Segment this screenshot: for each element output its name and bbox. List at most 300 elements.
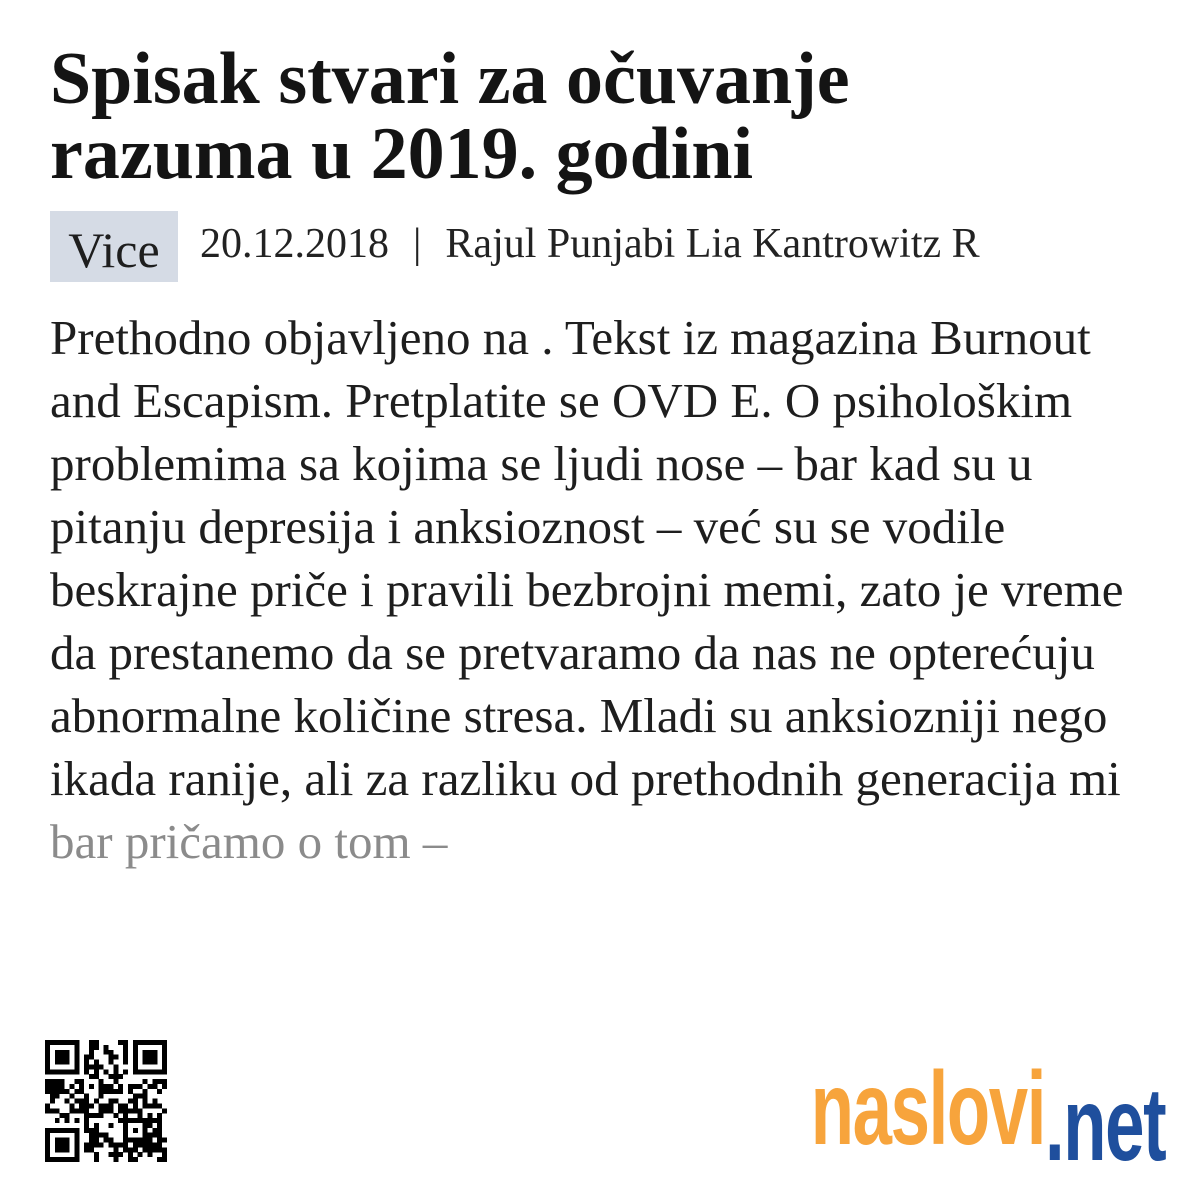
qr-module	[79, 1108, 84, 1113]
qr-module	[108, 1055, 113, 1060]
qr-module	[89, 1138, 94, 1143]
qr-module	[74, 1147, 79, 1152]
qr-module	[65, 1040, 70, 1045]
qr-module	[157, 1157, 162, 1162]
qr-module	[50, 1084, 55, 1089]
qr-module	[108, 1142, 113, 1147]
qr-module	[94, 1040, 99, 1045]
qr-module	[99, 1108, 104, 1113]
logo-wordmark-secondary: .net	[1044, 1067, 1165, 1183]
qr-module	[118, 1118, 123, 1123]
qr-module	[45, 1128, 50, 1133]
qr-module	[133, 1128, 138, 1133]
qr-module	[162, 1079, 167, 1084]
qr-module	[45, 1157, 50, 1162]
qr-module	[50, 1079, 55, 1084]
qr-module	[123, 1055, 128, 1060]
qr-module	[108, 1060, 113, 1065]
qr-module	[147, 1084, 152, 1089]
qr-module	[104, 1133, 109, 1138]
article-body-line: beskrajne priče i pravili bezbrojni memi, zato je vreme	[50, 562, 1124, 617]
qr-module	[133, 1045, 138, 1050]
qr-module	[79, 1099, 84, 1104]
qr-module	[113, 1069, 118, 1074]
qr-module	[45, 1152, 50, 1157]
qr-module	[74, 1045, 79, 1050]
qr-module	[60, 1142, 65, 1147]
qr-module	[152, 1099, 157, 1104]
qr-module	[84, 1147, 89, 1152]
qr-module	[143, 1123, 148, 1128]
qr-module	[147, 1040, 152, 1045]
qr-module	[55, 1084, 60, 1089]
qr-module	[108, 1074, 113, 1079]
qr-module	[50, 1094, 55, 1099]
qr-module	[123, 1133, 128, 1138]
qr-module	[60, 1079, 65, 1084]
qr-module	[65, 1060, 70, 1065]
qr-module	[133, 1103, 138, 1108]
qr-module	[143, 1138, 148, 1143]
qr-module	[89, 1045, 94, 1050]
qr-module	[143, 1118, 148, 1123]
qr-code-icon	[45, 1040, 167, 1162]
qr-module	[147, 1133, 152, 1138]
qr-module	[45, 1084, 50, 1089]
qr-module	[65, 1099, 70, 1104]
qr-module	[143, 1060, 148, 1065]
qr-module	[147, 1123, 152, 1128]
qr-module	[45, 1060, 50, 1065]
qr-module	[74, 1079, 79, 1084]
qr-module	[79, 1103, 84, 1108]
qr-module	[94, 1069, 99, 1074]
qr-module	[133, 1069, 138, 1074]
qr-module	[55, 1069, 60, 1074]
qr-module	[157, 1103, 162, 1108]
qr-module	[128, 1138, 133, 1143]
qr-module	[113, 1055, 118, 1060]
qr-module	[133, 1094, 138, 1099]
qr-module	[133, 1099, 138, 1104]
qr-module	[147, 1138, 152, 1143]
qr-module	[50, 1108, 55, 1113]
qr-module	[128, 1089, 133, 1094]
qr-module	[162, 1152, 167, 1157]
qr-module	[89, 1064, 94, 1069]
qr-module	[157, 1133, 162, 1138]
qr-module	[50, 1040, 55, 1045]
qr-module	[84, 1123, 89, 1128]
qr-module	[89, 1074, 94, 1079]
qr-module	[99, 1142, 104, 1147]
article-body-line: pitanju depresija i anksioznost – već su se vodile	[50, 499, 1006, 554]
article-body-line-faded: bar pričamo o tom –	[50, 814, 448, 869]
qr-module	[133, 1118, 138, 1123]
qr-module	[74, 1118, 79, 1123]
qr-module	[74, 1069, 79, 1074]
qr-module	[138, 1142, 143, 1147]
qr-module	[157, 1113, 162, 1118]
qr-module	[50, 1069, 55, 1074]
qr-module	[55, 1050, 60, 1055]
qr-module	[152, 1079, 157, 1084]
qr-module	[152, 1050, 157, 1055]
qr-module	[65, 1147, 70, 1152]
qr-module	[128, 1099, 133, 1104]
qr-module	[55, 1060, 60, 1065]
qr-module	[55, 1094, 60, 1099]
qr-module	[65, 1157, 70, 1162]
qr-module	[74, 1157, 79, 1162]
qr-module	[94, 1152, 99, 1157]
qr-module	[65, 1113, 70, 1118]
qr-module	[143, 1050, 148, 1055]
qr-module	[89, 1147, 94, 1152]
qr-module	[128, 1118, 133, 1123]
qr-module	[60, 1113, 65, 1118]
qr-module	[128, 1084, 133, 1089]
qr-module	[138, 1040, 143, 1045]
qr-module	[162, 1055, 167, 1060]
qr-module	[60, 1050, 65, 1055]
qr-module	[84, 1069, 89, 1074]
qr-module	[108, 1084, 113, 1089]
qr-module	[147, 1113, 152, 1118]
article-body-line: da prestanemo da se pretvaramo da nas ne opterećuju	[50, 625, 1095, 680]
qr-module	[69, 1084, 74, 1089]
qr-module	[133, 1064, 138, 1069]
qr-module	[138, 1069, 143, 1074]
qr-module	[123, 1118, 128, 1123]
qr-module	[118, 1074, 123, 1079]
qr-module	[133, 1084, 138, 1089]
article-body-line: ikada ranije, ali za razliku od prethodnih generacija mi	[50, 751, 1121, 806]
qr-module	[84, 1103, 89, 1108]
article-meta	[50, 211, 1150, 282]
qr-module	[152, 1055, 157, 1060]
qr-module	[152, 1128, 157, 1133]
qr-module	[123, 1138, 128, 1143]
qr-module	[84, 1055, 89, 1060]
qr-module	[123, 1123, 128, 1128]
qr-module	[123, 1069, 128, 1074]
qr-module	[152, 1147, 157, 1152]
qr-module	[94, 1157, 99, 1162]
qr-module	[143, 1142, 148, 1147]
qr-module	[152, 1040, 157, 1045]
qr-module	[104, 1138, 109, 1143]
qr-module	[118, 1108, 123, 1113]
qr-module	[94, 1045, 99, 1050]
qr-module	[94, 1064, 99, 1069]
qr-module	[74, 1089, 79, 1094]
article-body-line: abnormalne količine stresa. Mladi su anksiozniji nego	[50, 688, 1108, 743]
qr-module	[113, 1113, 118, 1118]
source-badge: Vice	[50, 211, 178, 282]
qr-module	[60, 1138, 65, 1143]
qr-module	[99, 1064, 104, 1069]
qr-module	[104, 1050, 109, 1055]
qr-module	[157, 1118, 162, 1123]
qr-module	[143, 1040, 148, 1045]
qr-module	[65, 1089, 70, 1094]
qr-module	[94, 1128, 99, 1133]
qr-module	[55, 1138, 60, 1143]
qr-module	[108, 1089, 113, 1094]
qr-module	[143, 1079, 148, 1084]
qr-module	[69, 1040, 74, 1045]
qr-module	[162, 1157, 167, 1162]
article-excerpt	[50, 306, 1160, 873]
qr-module	[157, 1147, 162, 1152]
qr-module	[143, 1147, 148, 1152]
qr-module	[147, 1152, 152, 1157]
qr-module	[50, 1099, 55, 1104]
qr-module	[113, 1079, 118, 1084]
qr-module	[65, 1050, 70, 1055]
qr-module	[84, 1064, 89, 1069]
qr-module	[74, 1142, 79, 1147]
qr-module	[133, 1040, 138, 1045]
qr-module	[157, 1128, 162, 1133]
qr-module	[108, 1138, 113, 1143]
qr-module	[113, 1099, 118, 1104]
qr-module	[45, 1050, 50, 1055]
qr-module	[94, 1074, 99, 1079]
qr-module	[133, 1108, 138, 1113]
qr-module	[157, 1089, 162, 1094]
qr-module	[123, 1060, 128, 1065]
qr-module	[69, 1069, 74, 1074]
qr-module	[69, 1157, 74, 1162]
qr-module	[162, 1060, 167, 1065]
qr-module	[162, 1064, 167, 1069]
naslovi-logo	[810, 1051, 1165, 1183]
qr-module	[113, 1147, 118, 1152]
qr-module	[128, 1108, 133, 1113]
qr-module	[152, 1103, 157, 1108]
qr-module	[89, 1142, 94, 1147]
qr-module	[45, 1147, 50, 1152]
qr-module	[45, 1133, 50, 1138]
qr-module	[113, 1074, 118, 1079]
qr-module	[152, 1133, 157, 1138]
qr-module	[89, 1040, 94, 1045]
qr-module	[143, 1099, 148, 1104]
qr-module	[55, 1040, 60, 1045]
qr-module	[108, 1123, 113, 1128]
qr-module	[147, 1060, 152, 1065]
qr-module	[79, 1079, 84, 1084]
qr-module	[89, 1050, 94, 1055]
qr-module	[45, 1138, 50, 1143]
qr-module	[99, 1133, 104, 1138]
qr-module	[50, 1128, 55, 1133]
qr-module	[84, 1094, 89, 1099]
qr-module	[50, 1157, 55, 1162]
qr-module	[45, 1040, 50, 1045]
meta-separator: |	[413, 221, 422, 267]
qr-module	[60, 1040, 65, 1045]
qr-module	[162, 1108, 167, 1113]
publish-date: 20.12.2018	[200, 221, 389, 267]
qr-module	[123, 1128, 128, 1133]
meta-line	[200, 221, 980, 267]
qr-module	[99, 1079, 104, 1084]
qr-module	[89, 1055, 94, 1060]
qr-module	[147, 1069, 152, 1074]
qr-module	[99, 1113, 104, 1118]
qr-module	[74, 1152, 79, 1157]
qr-module	[84, 1099, 89, 1104]
qr-module	[104, 1103, 109, 1108]
qr-module	[74, 1050, 79, 1055]
qr-module	[45, 1089, 50, 1094]
article-title: Spisak stvari za očuvanje razuma u 2019. godini	[50, 38, 850, 195]
qr-module	[128, 1157, 133, 1162]
qr-module	[99, 1089, 104, 1094]
qr-module	[65, 1069, 70, 1074]
qr-module	[55, 1142, 60, 1147]
qr-module	[60, 1128, 65, 1133]
qr-module	[128, 1147, 133, 1152]
qr-module	[55, 1089, 60, 1094]
qr-module	[133, 1142, 138, 1147]
qr-module	[74, 1133, 79, 1138]
qr-module	[74, 1064, 79, 1069]
qr-module	[143, 1128, 148, 1133]
qr-module	[69, 1103, 74, 1108]
qr-module	[152, 1142, 157, 1147]
article-body-line: problemima sa kojima se ljudi nose – bar kad su u	[50, 436, 1033, 491]
qr-module	[45, 1079, 50, 1084]
qr-module	[65, 1128, 70, 1133]
qr-module	[157, 1142, 162, 1147]
qr-module	[94, 1113, 99, 1118]
qr-module	[94, 1133, 99, 1138]
qr-module	[152, 1084, 157, 1089]
qr-module	[65, 1138, 70, 1143]
qr-module	[118, 1103, 123, 1108]
qr-module	[60, 1089, 65, 1094]
qr-module	[84, 1142, 89, 1147]
qr-module	[157, 1040, 162, 1045]
qr-module	[94, 1138, 99, 1143]
qr-module	[143, 1055, 148, 1060]
qr-module	[89, 1113, 94, 1118]
qr-module	[50, 1089, 55, 1094]
qr-module	[108, 1152, 113, 1157]
qr-module	[123, 1113, 128, 1118]
qr-module	[65, 1142, 70, 1147]
qr-module	[89, 1084, 94, 1089]
qr-module	[123, 1050, 128, 1055]
qr-module	[74, 1055, 79, 1060]
qr-module	[65, 1118, 70, 1123]
qr-module	[104, 1045, 109, 1050]
qr-module	[157, 1079, 162, 1084]
qr-module	[55, 1108, 60, 1113]
qr-module	[147, 1147, 152, 1152]
qr-module	[143, 1089, 148, 1094]
qr-module	[74, 1060, 79, 1065]
article-body-line: and Escapism. Pretplatite se OVD E. O psihološkim	[50, 373, 1073, 428]
qr-module	[60, 1055, 65, 1060]
qr-module	[79, 1089, 84, 1094]
qr-module	[147, 1118, 152, 1123]
qr-module	[162, 1045, 167, 1050]
qr-module	[162, 1069, 167, 1074]
qr-module	[69, 1108, 74, 1113]
qr-module	[60, 1084, 65, 1089]
qr-module	[65, 1055, 70, 1060]
qr-module	[147, 1142, 152, 1147]
qr-module	[84, 1113, 89, 1118]
qr-module	[123, 1142, 128, 1147]
qr-module	[152, 1060, 157, 1065]
qr-module	[123, 1108, 128, 1113]
qr-module	[113, 1089, 118, 1094]
qr-module	[147, 1050, 152, 1055]
qr-module	[152, 1069, 157, 1074]
qr-module	[55, 1147, 60, 1152]
qr-module	[69, 1094, 74, 1099]
qr-module	[128, 1152, 133, 1157]
qr-module	[69, 1128, 74, 1133]
qr-module	[118, 1040, 123, 1045]
qr-module	[152, 1118, 157, 1123]
qr-module	[133, 1147, 138, 1152]
qr-module	[113, 1157, 118, 1162]
qr-module	[138, 1138, 143, 1143]
qr-module	[143, 1103, 148, 1108]
qr-module	[113, 1142, 118, 1147]
qr-module	[45, 1064, 50, 1069]
qr-module	[118, 1142, 123, 1147]
qr-module	[104, 1108, 109, 1113]
qr-module	[108, 1050, 113, 1055]
qr-module	[94, 1123, 99, 1128]
qr-module	[138, 1152, 143, 1157]
qr-module	[138, 1084, 143, 1089]
qr-module	[108, 1103, 113, 1108]
qr-module	[45, 1142, 50, 1147]
qr-module	[45, 1045, 50, 1050]
qr-module	[118, 1089, 123, 1094]
qr-module	[138, 1108, 143, 1113]
qr-module	[60, 1069, 65, 1074]
qr-module	[74, 1128, 79, 1133]
qr-module	[94, 1142, 99, 1147]
qr-module	[108, 1099, 113, 1104]
qr-module	[60, 1147, 65, 1152]
logo-wordmark-primary: naslovi	[810, 1051, 1045, 1167]
qr-module	[74, 1138, 79, 1143]
qr-module	[99, 1103, 104, 1108]
qr-module	[55, 1055, 60, 1060]
qr-module	[84, 1108, 89, 1113]
qr-module	[143, 1094, 148, 1099]
qr-module	[104, 1069, 109, 1074]
qr-module	[162, 1050, 167, 1055]
qr-module	[157, 1069, 162, 1074]
qr-module	[79, 1084, 84, 1089]
article-authors: Rajul Punjabi Lia Kantrowitz R	[445, 221, 980, 267]
qr-module	[138, 1094, 143, 1099]
qr-module	[162, 1147, 167, 1152]
qr-module	[99, 1084, 104, 1089]
